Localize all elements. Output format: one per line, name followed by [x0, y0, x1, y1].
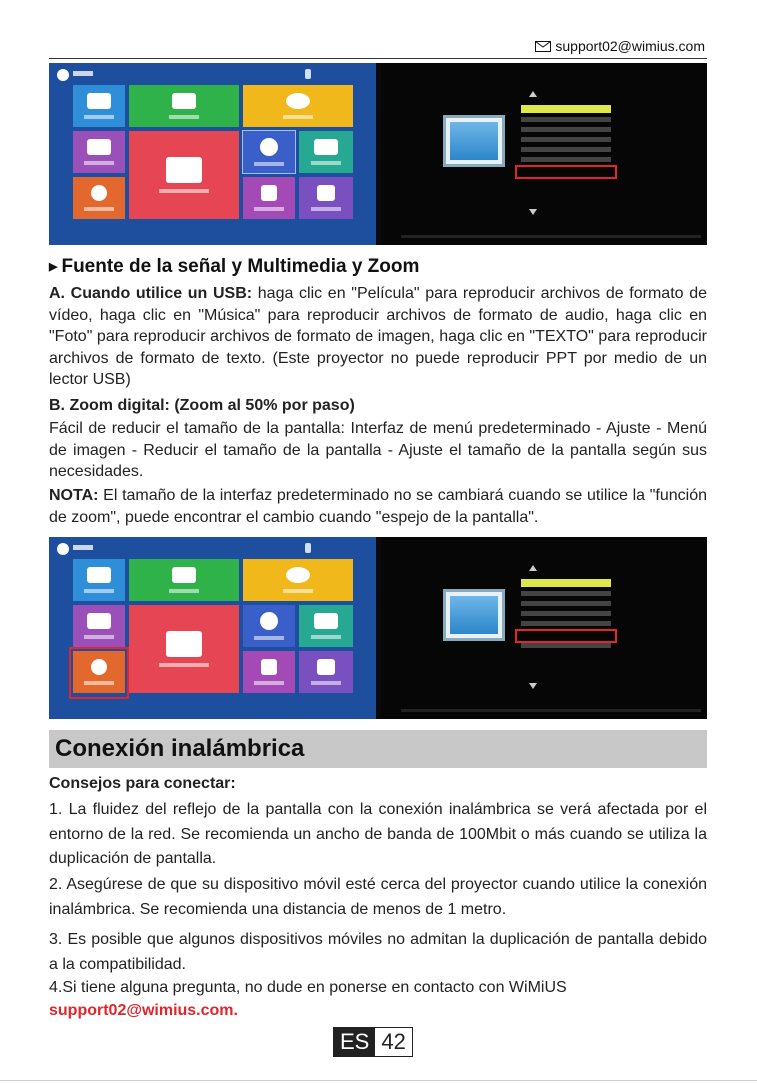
zoom-heading — [49, 395, 707, 417]
home-logo-icon — [57, 69, 69, 81]
menu-footer-bar — [401, 235, 701, 238]
picture-menu — [381, 63, 707, 245]
text-tile — [299, 651, 353, 693]
page-number-badge — [333, 1027, 413, 1057]
screen-mirroring-tile — [129, 605, 239, 693]
home-screen — [49, 537, 376, 719]
music-tile — [243, 651, 295, 693]
section1-heading — [49, 256, 419, 278]
zoom-label: B. Zoom digital: (Zoom al 50% por paso) — [49, 397, 355, 414]
down-arrow-icon — [529, 209, 537, 215]
envelope-icon — [535, 41, 551, 52]
menu-row — [521, 127, 611, 132]
tile-yellow — [243, 85, 353, 127]
projector-screenshot-2 — [49, 537, 707, 719]
nota-text: El tamaño de la interfaz predeterminado no se cambiará cuando se utilice la "función de zoom", puede encontrar el cambio cuando "espejo de la pantalla". — [49, 487, 707, 526]
menu-row — [521, 591, 611, 596]
tip-2: 2. Asegúrese de que su dispositivo móvil esté cerca del proyector cuando utilice la conexión inalámbrica. Se recomienda una distancia de menos de 1 metro. — [49, 876, 707, 918]
section2-title: Conexión inalámbrica — [55, 735, 305, 762]
photo-tile — [299, 131, 353, 173]
usb-tile — [73, 559, 125, 601]
bluetooth-icon — [305, 543, 311, 553]
menu-row — [521, 643, 611, 648]
nota-label: NOTA: — [49, 487, 99, 504]
settings-highlight-box — [69, 647, 129, 699]
support-email-link[interactable]: support02@wimius.com. — [49, 1002, 238, 1019]
picture-menu — [381, 537, 707, 719]
up-arrow-icon — [529, 565, 537, 571]
settings-tile — [73, 177, 125, 219]
section-bar — [49, 730, 707, 768]
home-logo-icon — [57, 543, 69, 555]
menu-row — [521, 601, 611, 606]
tip-3: 3. Es posible que algunos dispositivos móviles no admitan la duplicación de pantalla debido a la compatibilidad. — [49, 931, 707, 973]
usb-paragraph — [49, 283, 707, 391]
menu-row — [521, 157, 611, 162]
menu-row — [521, 117, 611, 122]
picture-thumbnail — [443, 115, 505, 167]
screen-mirroring-tile — [129, 131, 239, 219]
menu-row-selected — [521, 105, 611, 113]
home-screen — [49, 63, 376, 245]
triangle-bullet-icon: ▶ — [49, 261, 58, 273]
text-tile — [299, 177, 353, 219]
bottom-rule — [0, 1080, 757, 1081]
hdmi-tile — [129, 559, 239, 601]
highlight-box — [515, 165, 617, 179]
up-arrow-icon — [529, 91, 537, 97]
header-email-text: support02@wimius.com — [555, 38, 705, 54]
hdmi-tile — [129, 85, 239, 127]
section1-heading-text: Fuente de la señal y Multimedia y Zoom — [61, 256, 420, 277]
bluetooth-icon — [305, 69, 311, 79]
tile-yellow — [243, 559, 353, 601]
music-tile — [243, 177, 295, 219]
tile-purple — [73, 605, 125, 647]
page-header — [49, 36, 707, 59]
projector-screenshot-1 — [49, 63, 707, 245]
highlight-box — [515, 629, 617, 643]
menu-row — [521, 621, 611, 626]
menu-row — [521, 137, 611, 142]
tips-heading: Consejos para conectar: — [49, 775, 236, 792]
header-email[interactable] — [535, 38, 705, 54]
usb-text: haga clic en "Película" para reproducir archivos de formato de vídeo, haga clic en "Música" para reproducir archivos de formato de audio, haga clic en "Foto" para reproducir archivos de formato de imagen, haga clic en "TEXTO" para reproducir archivos de formato de texto. (Este proyector no puede reproducir PPT por medio de un lector USB) — [49, 285, 708, 389]
nota-paragraph — [49, 485, 707, 528]
usb-tile — [73, 85, 125, 127]
menu-footer-bar — [401, 709, 701, 712]
menu-row-selected — [521, 579, 611, 587]
tile-purple — [73, 131, 125, 173]
movie-tile — [243, 131, 295, 173]
menu-row — [521, 611, 611, 616]
usb-label: A. Cuando utilice un USB: — [49, 285, 253, 302]
down-arrow-icon — [529, 683, 537, 689]
language-label: ES — [334, 1028, 375, 1056]
movie-tile — [243, 605, 295, 647]
picture-thumbnail — [443, 589, 505, 641]
zoom-paragraph: Fácil de reducir el tamaño de la pantalla: Interfaz de menú predeterminado - Ajuste - Menú de imagen - Reducir el tamaño de la pantalla - Ajuste el tamaño de la pantalla según sus necesidades. — [49, 420, 707, 481]
photo-tile — [299, 605, 353, 647]
menu-row — [521, 147, 611, 152]
page-number: 42 — [375, 1028, 411, 1056]
tip-1: 1. La fluidez del reflejo de la pantalla con la conexión inalámbrica se verá afectada por el entorno de la red. Se recomienda un ancho de banda de 100Mbit o más cuando se utiliza la duplicación de pantalla. — [49, 801, 707, 867]
tip-4: 4.Si tiene alguna pregunta, no dude en ponerse en contacto con WiMiUS — [49, 979, 567, 996]
